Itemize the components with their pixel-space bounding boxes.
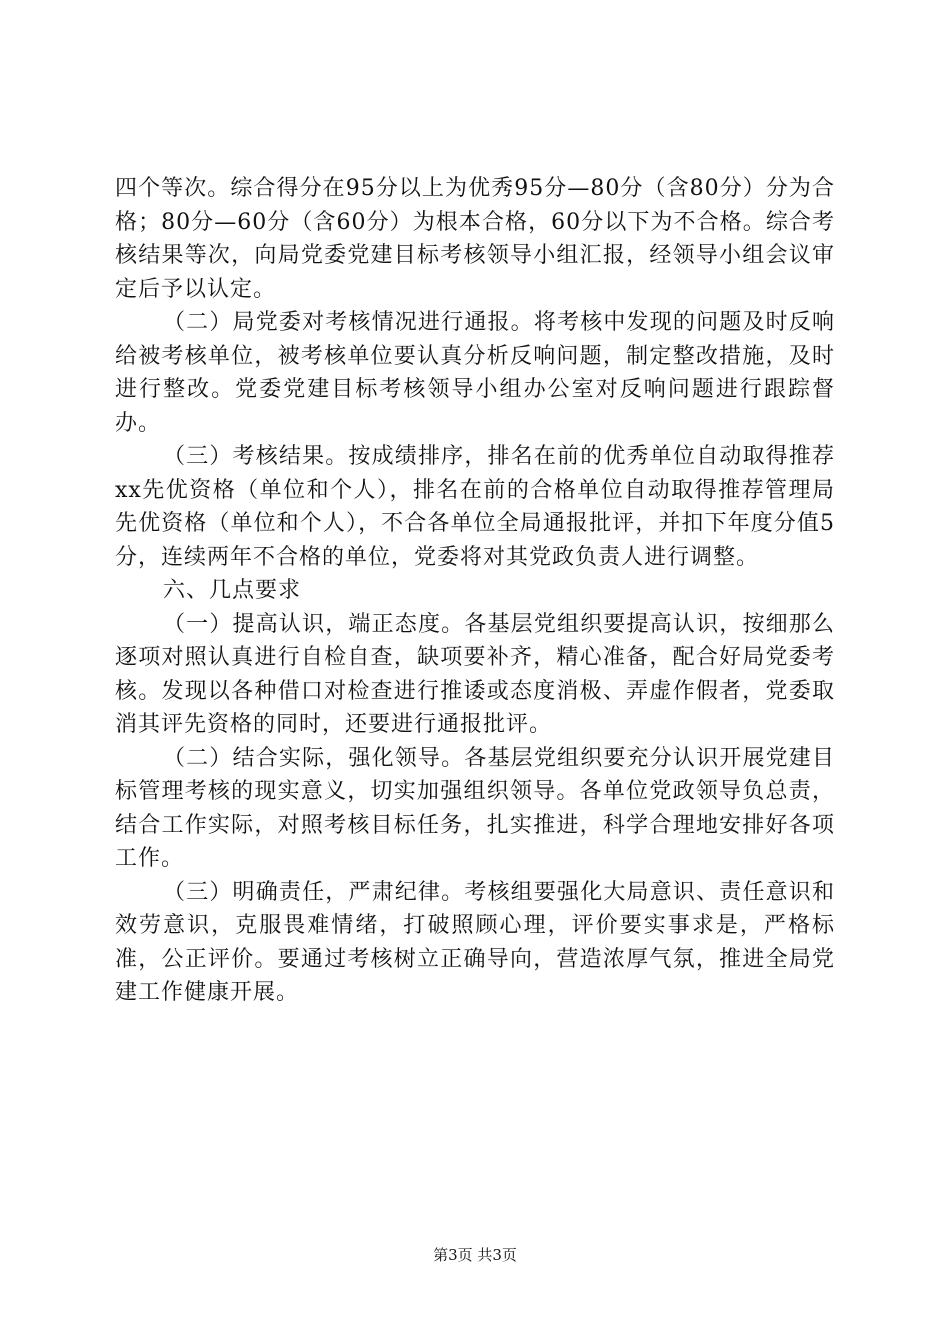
- section-heading-requirements: 六、几点要求: [163, 578, 302, 603]
- paragraph-discipline: （三）明确责任，严肃纪律。考核组要强化大局意识、责任意识和效劳意识，克服畏难情绪，打破照顾心理，评价要实事求是，严格标准，公正评价。要通过考核树立正确导向，营造浓厚气氛，推进全局党建工作健康开展。: [115, 879, 835, 1005]
- document-body: [115, 172, 835, 1010]
- paragraph-notification: （二）局党委对考核情况进行通报。将考核中发现的问题及时反响给被考核单位，被考核单位要认真分析反响问题，制定整改措施，及时进行整改。党委党建目标考核领导小组办公室对反响问题进行跟踪督办。: [115, 310, 835, 436]
- paragraph-grading-levels: 四个等次。综合得分在95分以上为优秀95分—80分（含80分）分为合格；80分—60分（含60分）为根本合格，60分以下为不合格。综合考核结果等次，向局党委党建目标考核领导小组汇报，经领导小组会议审定后予以认定。: [115, 176, 835, 302]
- paragraph-results: （三）考核结果。按成绩排序，排名在前的优秀单位自动取得推荐xx先优资格（单位和个人），排名在前的合格单位自动取得推荐管理局先优资格（单位和个人），不合各单位全局通报批评，并扣下年度分值5分，连续两年不合格的单位，党委将对其党政负责人进行调整。: [115, 444, 835, 570]
- page-number-footer: 第3页 共3页: [433, 1246, 517, 1264]
- paragraph-awareness: （一）提高认识，端正态度。各基层党组织要提高认识，按细那么逐项对照认真进行自检自查，缺项要补齐，精心准备，配合好局党委考核。发现以各种借口对检查进行推诿或态度消极、弄虚作假者，党委取消其评先资格的同时，还要进行通报批评。: [115, 611, 835, 737]
- paragraph-leadership: （二）结合实际，强化领导。各基层党组织要充分认识开展党建目标管理考核的现实意义，切实加强组织领导。各单位党政领导负总责，结合工作实际，对照考核目标任务，扎实推进，科学合理地安排好各项工作。: [115, 745, 835, 871]
